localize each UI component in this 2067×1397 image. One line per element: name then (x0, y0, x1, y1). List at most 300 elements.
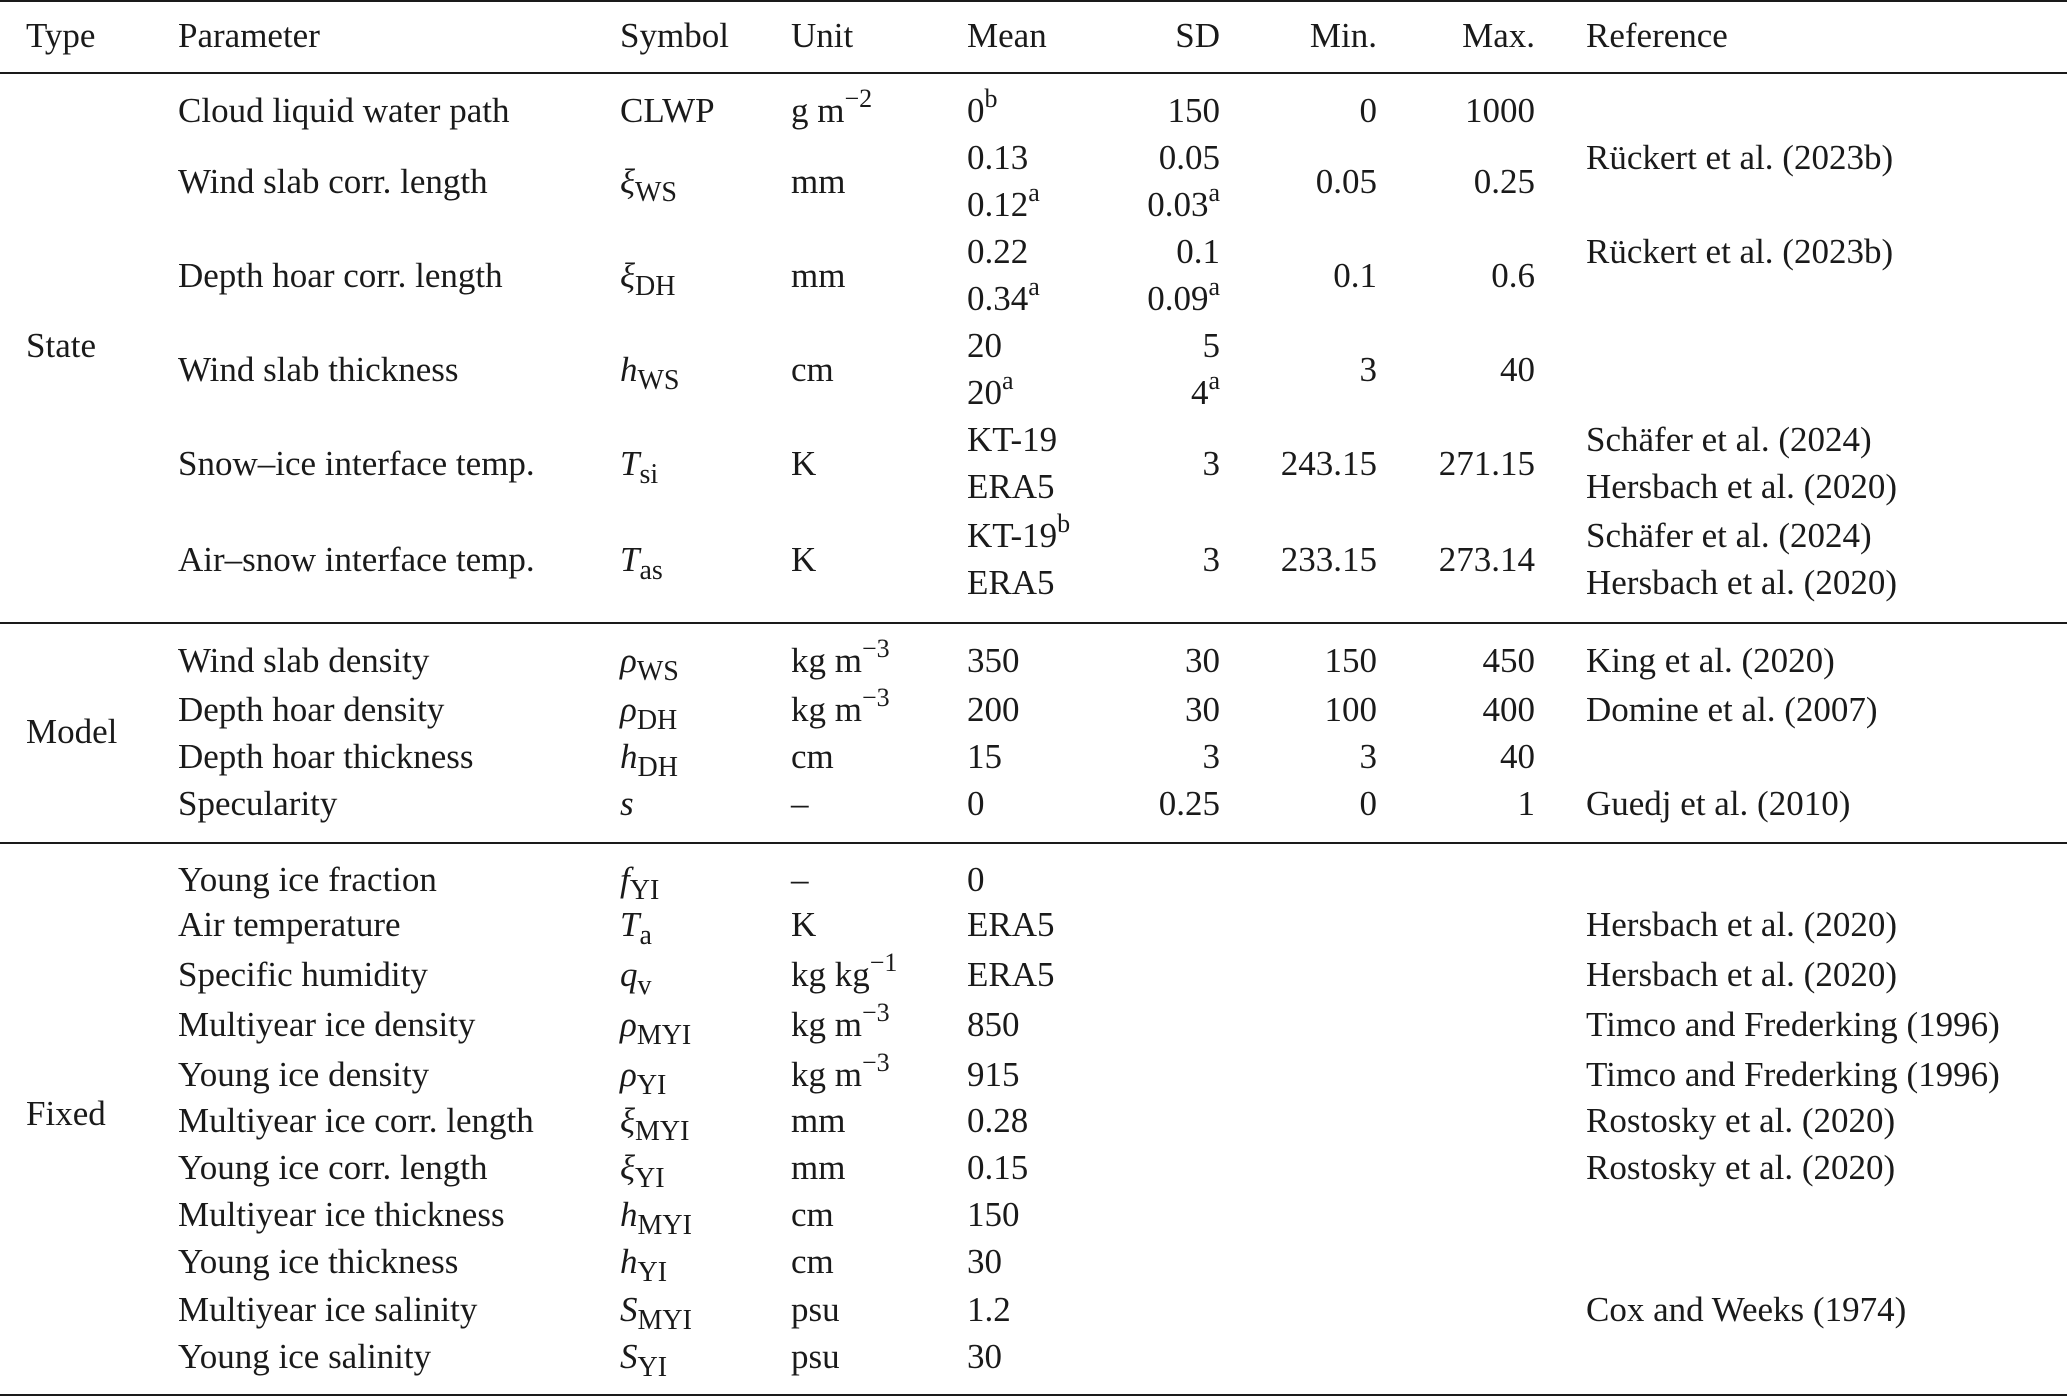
header-max: Max. (1462, 16, 1535, 55)
model-max-text: 40 (1500, 737, 1535, 776)
fixed-reference-text: Cox and Weeks (1974) (1586, 1290, 1907, 1329)
model-symbol (620, 641, 679, 687)
state-sd (1168, 91, 1221, 131)
header-reference: Reference (1586, 16, 1728, 55)
fixed-mean-text: 150 (967, 1195, 1020, 1234)
state-mean (967, 420, 1057, 460)
state-reference-text: Rückert et al. (2023b) (1586, 138, 1894, 177)
state-mean-sup: a (1028, 272, 1040, 301)
fixed-parameter-text: Multiyear ice thickness (178, 1195, 505, 1234)
state-sd-text: 5 (1202, 326, 1220, 365)
fixed-symbol-sub: MYI (637, 1305, 692, 1336)
model-mean (967, 784, 985, 824)
fixed-symbol-sub: v (637, 970, 652, 1001)
model-min-text: 100 (1324, 690, 1377, 729)
fixed-symbol-text: ρ (620, 1055, 637, 1094)
state-mean-sup: a (1002, 366, 1014, 395)
model-sd (1185, 690, 1220, 730)
state-reference-text: Schäfer et al. (2024) (1586, 420, 1872, 459)
fixed-symbol-text: S (620, 1290, 638, 1329)
state-mean-text: ERA5 (967, 467, 1055, 506)
state-min-text: 0.05 (1315, 162, 1377, 201)
state-mean-sup: b (984, 84, 998, 113)
state-reference (1586, 420, 1872, 460)
model-sd (1203, 737, 1221, 777)
model-reference-text: King et al. (2020) (1586, 641, 1835, 680)
fixed-symbol (620, 1101, 690, 1147)
fixed-parameter (178, 955, 428, 995)
fixed-parameter-text: Multiyear ice density (178, 1005, 476, 1044)
fixed-mean-text: 0.15 (967, 1148, 1029, 1187)
model-symbol (620, 737, 678, 783)
model-parameter (178, 690, 444, 730)
state-sd-text: 0.1 (1176, 232, 1220, 271)
fixed-mean-text: 0 (967, 860, 985, 899)
state-unit (791, 256, 845, 296)
state-mean-text: 20 (967, 373, 1002, 412)
state-unit-text: mm (791, 256, 846, 295)
fixed-mean-text: 1.2 (967, 1290, 1011, 1329)
fixed-mean (967, 1290, 1011, 1330)
state-sd (1190, 366, 1220, 413)
state-parameter-text: Wind slab thickness (178, 350, 459, 389)
state-mean-sup: a (1028, 178, 1040, 207)
model-parameter (178, 737, 473, 777)
state-sd-text: 0.09 (1147, 279, 1209, 318)
state-parameter-text: Wind slab corr. length (178, 162, 488, 201)
fixed-symbol-text: T (620, 905, 640, 944)
state-min (1360, 91, 1378, 131)
model-mean-text: 350 (967, 641, 1020, 680)
fixed-reference (1586, 955, 1897, 995)
model-max (1500, 737, 1535, 777)
fixed-reference-text: Hersbach et al. (2020) (1586, 955, 1897, 994)
fixed-mean-text: 915 (967, 1055, 1020, 1094)
state-reference-text: Hersbach et al. (2020) (1586, 563, 1897, 602)
fixed-reference-text: Hersbach et al. (2020) (1586, 905, 1897, 944)
fixed-symbol-sub: YI (635, 1163, 665, 1194)
fixed-symbol-sub: MYI (636, 1020, 692, 1051)
header-unit: Unit (791, 16, 854, 55)
model-parameter-text: Wind slab density (178, 641, 430, 680)
model-unit-text: kg m (791, 641, 862, 680)
model-max (1518, 784, 1536, 824)
header-type: Type (26, 16, 96, 55)
state-symbol (620, 350, 680, 396)
model-mean (967, 737, 1002, 777)
state-symbol-sub: DH (635, 271, 676, 302)
fixed-symbol-text: h (620, 1242, 638, 1281)
state-min-text: 3 (1359, 350, 1377, 389)
model-reference-text: Guedj et al. (2010) (1586, 784, 1851, 823)
model-reference-text: Domine et al. (2007) (1586, 690, 1878, 729)
fixed-unit (791, 860, 809, 900)
fixed-mean (967, 1337, 1002, 1377)
fixed-mean-text: 30 (967, 1242, 1002, 1281)
model-parameter (178, 641, 429, 681)
fixed-symbol (620, 1290, 692, 1336)
state-symbol-text: CLWP (620, 91, 715, 130)
state-symbol (620, 444, 659, 490)
fixed-parameter-text: Young ice fraction (178, 860, 437, 899)
fixed-symbol (620, 1242, 668, 1288)
model-unit (791, 634, 890, 681)
fixed-mean (967, 1005, 1020, 1045)
state-parameter (178, 162, 488, 202)
state-parameter (178, 444, 535, 484)
state-reference (1586, 563, 1897, 603)
state-mean (967, 232, 1028, 272)
fixed-symbol-sub: YI (637, 1257, 668, 1288)
fixed-parameter (178, 1242, 458, 1282)
state-mean (967, 272, 1040, 319)
state-sd (1203, 326, 1221, 366)
state-max (1439, 444, 1535, 484)
state-symbol (620, 256, 676, 302)
state-min (1281, 540, 1377, 580)
fixed-mean (967, 1148, 1028, 1188)
fixed-unit (791, 1101, 845, 1141)
fixed-unit-text: psu (791, 1337, 840, 1376)
fixed-symbol (620, 1055, 667, 1101)
fixed-parameter (178, 1101, 534, 1141)
fixed-mean-text: ERA5 (967, 955, 1055, 994)
fixed-unit-text: kg m (791, 1055, 862, 1094)
group-label-model: Model (26, 712, 118, 751)
state-unit-text: g m (791, 91, 845, 130)
fixed-symbol-sub: a (639, 920, 652, 951)
model-symbol (620, 784, 634, 824)
fixed-symbol-sub: MYI (635, 1116, 690, 1147)
state-max-text: 273.14 (1438, 540, 1535, 579)
model-mean-text: 200 (967, 690, 1020, 729)
state-sd-text: 0.05 (1158, 138, 1220, 177)
fixed-mean-text: 0.28 (967, 1101, 1029, 1140)
fixed-unit-text: psu (791, 1290, 840, 1329)
state-unit (791, 540, 816, 580)
fixed-reference-text: Rostosky et al. (2020) (1586, 1148, 1896, 1187)
state-max (1439, 540, 1535, 580)
header-min: Min. (1309, 16, 1377, 55)
state-min-text: 243.15 (1280, 444, 1377, 483)
header-sd: SD (1175, 16, 1220, 55)
fixed-reference (1586, 1290, 1906, 1330)
fixed-symbol (620, 1148, 665, 1194)
model-reference (1586, 641, 1835, 681)
state-mean-text: 20 (967, 326, 1002, 365)
fixed-symbol-text: q (620, 955, 638, 994)
state-symbol (620, 540, 663, 586)
state-reference-text: Schäfer et al. (2024) (1586, 516, 1872, 555)
fixed-unit (791, 1148, 845, 1188)
state-sd (1203, 444, 1221, 484)
state-mean-text: KT-19 (967, 420, 1058, 459)
state-sd (1176, 232, 1220, 272)
fixed-unit-text: kg m (791, 1005, 862, 1044)
model-max-text: 400 (1482, 690, 1535, 729)
fixed-symbol (620, 860, 660, 906)
state-max-text: 0.6 (1491, 256, 1535, 295)
fixed-unit-text: cm (791, 1195, 834, 1234)
state-symbol-sub: WS (635, 177, 677, 208)
model-max (1483, 641, 1536, 681)
state-unit-text: K (791, 540, 817, 579)
fixed-parameter (178, 1337, 431, 1377)
fixed-symbol-text: ξ (620, 1101, 635, 1140)
state-max-text: 0.25 (1473, 162, 1535, 201)
model-min (1360, 737, 1378, 777)
model-min-text: 150 (1324, 641, 1377, 680)
model-sd (1159, 784, 1220, 824)
state-symbol-sub: si (639, 459, 659, 490)
state-sd-sup: a (1208, 178, 1220, 207)
fixed-reference (1586, 905, 1897, 945)
state-parameter-text: Snow–ice interface temp. (178, 444, 535, 483)
header-symbol: Symbol (620, 16, 729, 55)
state-max-text: 1000 (1465, 91, 1535, 130)
fixed-mean-text: 850 (967, 1005, 1020, 1044)
state-mean (967, 509, 1071, 556)
state-symbol-text: T (620, 540, 640, 579)
state-unit-text: cm (791, 350, 834, 389)
fixed-reference (1586, 1055, 2000, 1095)
model-sd-text: 30 (1185, 641, 1220, 680)
state-max (1465, 91, 1535, 131)
state-model-rule (0, 622, 2067, 624)
state-mean-text: 0.34 (967, 279, 1029, 318)
fixed-symbol-text: f (620, 860, 630, 899)
fixed-unit (791, 1242, 834, 1282)
state-reference (1586, 467, 1897, 507)
state-unit (791, 84, 873, 131)
state-mean-text: 0.22 (967, 232, 1029, 271)
fixed-reference (1586, 1005, 2000, 1045)
fixed-parameter-text: Young ice density (178, 1055, 430, 1094)
fixed-mean (967, 1055, 1020, 1095)
fixed-parameter (178, 1290, 477, 1330)
state-unit-text: K (791, 444, 817, 483)
state-symbol-text: h (620, 350, 638, 389)
fixed-mean (967, 1242, 1002, 1282)
model-parameter-text: Depth hoar thickness (178, 737, 474, 776)
model-unit-text: – (791, 784, 809, 823)
model-min (1325, 690, 1378, 730)
model-symbol-sub: DH (637, 752, 678, 783)
state-sd-sup: a (1208, 272, 1220, 301)
model-max-text: 1 (1517, 784, 1535, 823)
state-mean (967, 178, 1040, 225)
fixed-symbol-text: ρ (620, 1005, 637, 1044)
model-reference (1586, 690, 1878, 730)
state-symbol-text: ξ (620, 256, 635, 295)
model-mean (967, 690, 1020, 730)
state-mean (967, 467, 1055, 507)
model-min-text: 3 (1359, 737, 1377, 776)
fixed-symbol-text: ξ (620, 1148, 635, 1187)
model-parameter-text: Specularity (178, 784, 338, 823)
state-reference (1586, 232, 1893, 272)
fixed-symbol-sub: YI (629, 875, 660, 906)
state-mean (967, 326, 1002, 366)
state-max-text: 271.15 (1438, 444, 1535, 483)
state-unit-sup: −2 (844, 84, 873, 113)
state-unit (791, 162, 845, 202)
state-unit (791, 444, 816, 484)
fixed-unit-text: – (791, 860, 809, 899)
state-symbol-text: T (620, 444, 640, 483)
fixed-parameter-text: Specific humidity (178, 955, 428, 994)
fixed-symbol-sub: YI (637, 1352, 668, 1383)
fixed-parameter-text: Young ice thickness (178, 1242, 459, 1281)
fixed-parameter (178, 860, 437, 900)
fixed-parameter (178, 1005, 475, 1045)
fixed-reference-text: Timco and Frederking (1996) (1586, 1055, 2000, 1094)
state-max (1474, 162, 1535, 202)
model-unit (791, 683, 890, 730)
model-unit-sup: −3 (861, 683, 890, 712)
model-min-text: 0 (1359, 784, 1377, 823)
fixed-reference (1586, 1148, 1895, 1188)
header-mean: Mean (967, 16, 1047, 55)
fixed-unit (791, 1195, 834, 1235)
state-parameter (178, 256, 503, 296)
state-min (1316, 162, 1377, 202)
model-symbol-sub: WS (636, 656, 679, 687)
fixed-symbol (620, 905, 652, 951)
state-parameter-text: Depth hoar corr. length (178, 256, 503, 295)
fixed-mean (967, 1101, 1028, 1141)
fixed-unit (791, 948, 898, 995)
top-rule (0, 0, 2067, 2)
fixed-parameter (178, 905, 401, 945)
state-parameter (178, 540, 535, 580)
state-mean (967, 366, 1014, 413)
state-mean (967, 84, 998, 131)
state-unit-text: mm (791, 162, 846, 201)
fixed-mean (967, 860, 985, 900)
state-parameter-text: Air–snow interface temp. (178, 540, 535, 579)
state-sd-text: 150 (1167, 91, 1220, 130)
fixed-parameter-text: Young ice corr. length (178, 1148, 488, 1187)
fixed-mean (967, 905, 1055, 945)
state-symbol-text: ξ (620, 162, 635, 201)
fixed-mean (967, 1195, 1020, 1235)
model-sd (1185, 641, 1220, 681)
state-mean-text: ERA5 (967, 563, 1055, 602)
state-sd (1147, 272, 1220, 319)
state-symbol-sub: WS (637, 365, 680, 396)
state-reference-text: Rückert et al. (2023b) (1586, 232, 1894, 271)
state-sd (1147, 178, 1220, 225)
model-unit-text: kg m (791, 690, 862, 729)
fixed-unit (791, 905, 816, 945)
fixed-symbol-sub: YI (636, 1070, 667, 1101)
state-mean (967, 138, 1028, 178)
group-label-state: State (26, 326, 96, 365)
model-max-text: 450 (1482, 641, 1535, 680)
state-symbol-sub: as (639, 555, 663, 586)
fixed-symbol (620, 1005, 692, 1051)
model-symbol-text: h (620, 737, 638, 776)
state-mean-text: 0.12 (967, 185, 1029, 224)
header-rule (0, 72, 2067, 74)
state-parameter-text: Cloud liquid water path (178, 91, 510, 130)
model-symbol (620, 690, 678, 736)
model-sd-text: 3 (1202, 737, 1220, 776)
fixed-reference-text: Rostosky et al. (2020) (1586, 1101, 1896, 1140)
state-sd-text: 3 (1202, 540, 1220, 579)
fixed-unit-text: K (791, 905, 817, 944)
state-sd-text: 0.03 (1147, 185, 1209, 224)
state-sd (1203, 540, 1221, 580)
fixed-unit-text: kg kg (791, 955, 870, 994)
fixed-unit (791, 1337, 840, 1377)
state-parameter (178, 350, 459, 390)
fixed-parameter (178, 1195, 505, 1235)
model-unit-text: cm (791, 737, 834, 776)
header-parameter: Parameter (178, 16, 320, 55)
state-sd-sup: a (1208, 366, 1220, 395)
state-parameter (178, 91, 509, 131)
model-max (1483, 690, 1536, 730)
fixed-unit (791, 1048, 890, 1095)
model-reference (1586, 784, 1850, 824)
state-min (1360, 350, 1378, 390)
fixed-unit (791, 998, 890, 1045)
model-mean-text: 15 (967, 737, 1002, 776)
bottom-rule (0, 1394, 2067, 1396)
state-symbol (620, 162, 677, 208)
fixed-symbol-sub: MYI (637, 1210, 692, 1241)
fixed-parameter-text: Multiyear ice salinity (178, 1290, 478, 1329)
model-mean (967, 641, 1020, 681)
fixed-unit-text: cm (791, 1242, 834, 1281)
fixed-mean-text: ERA5 (967, 905, 1055, 944)
model-sd-text: 0.25 (1158, 784, 1220, 823)
fixed-symbol (620, 1195, 692, 1241)
state-reference (1586, 138, 1893, 178)
fixed-symbol-text: S (620, 1337, 638, 1376)
state-sd-text: 3 (1202, 444, 1220, 483)
fixed-parameter-text: Multiyear ice corr. length (178, 1101, 534, 1140)
state-max-text: 40 (1500, 350, 1535, 389)
model-parameter-text: Depth hoar density (178, 690, 445, 729)
model-mean-text: 0 (967, 784, 985, 823)
state-min-text: 0 (1359, 91, 1377, 130)
fixed-mean (967, 955, 1055, 995)
model-symbol-sub: DH (636, 705, 678, 736)
model-symbol-text: ρ (620, 641, 637, 680)
model-min (1360, 784, 1378, 824)
state-unit (791, 350, 834, 390)
fixed-parameter-text: Air temperature (178, 905, 401, 944)
state-reference (1586, 516, 1872, 556)
fixed-unit (791, 1290, 840, 1330)
fixed-symbol (620, 1337, 668, 1383)
group-label-fixed: Fixed (26, 1094, 106, 1133)
model-unit (791, 737, 834, 777)
fixed-symbol (620, 955, 652, 1001)
model-symbol-text: ρ (620, 690, 637, 729)
fixed-mean-text: 30 (967, 1337, 1002, 1376)
state-mean (967, 563, 1055, 603)
fixed-reference (1586, 1101, 1895, 1141)
fixed-unit-text: mm (791, 1101, 846, 1140)
state-min-text: 233.15 (1280, 540, 1377, 579)
fixed-parameter (178, 1055, 429, 1095)
fixed-symbol-text: h (620, 1195, 638, 1234)
model-min (1325, 641, 1378, 681)
